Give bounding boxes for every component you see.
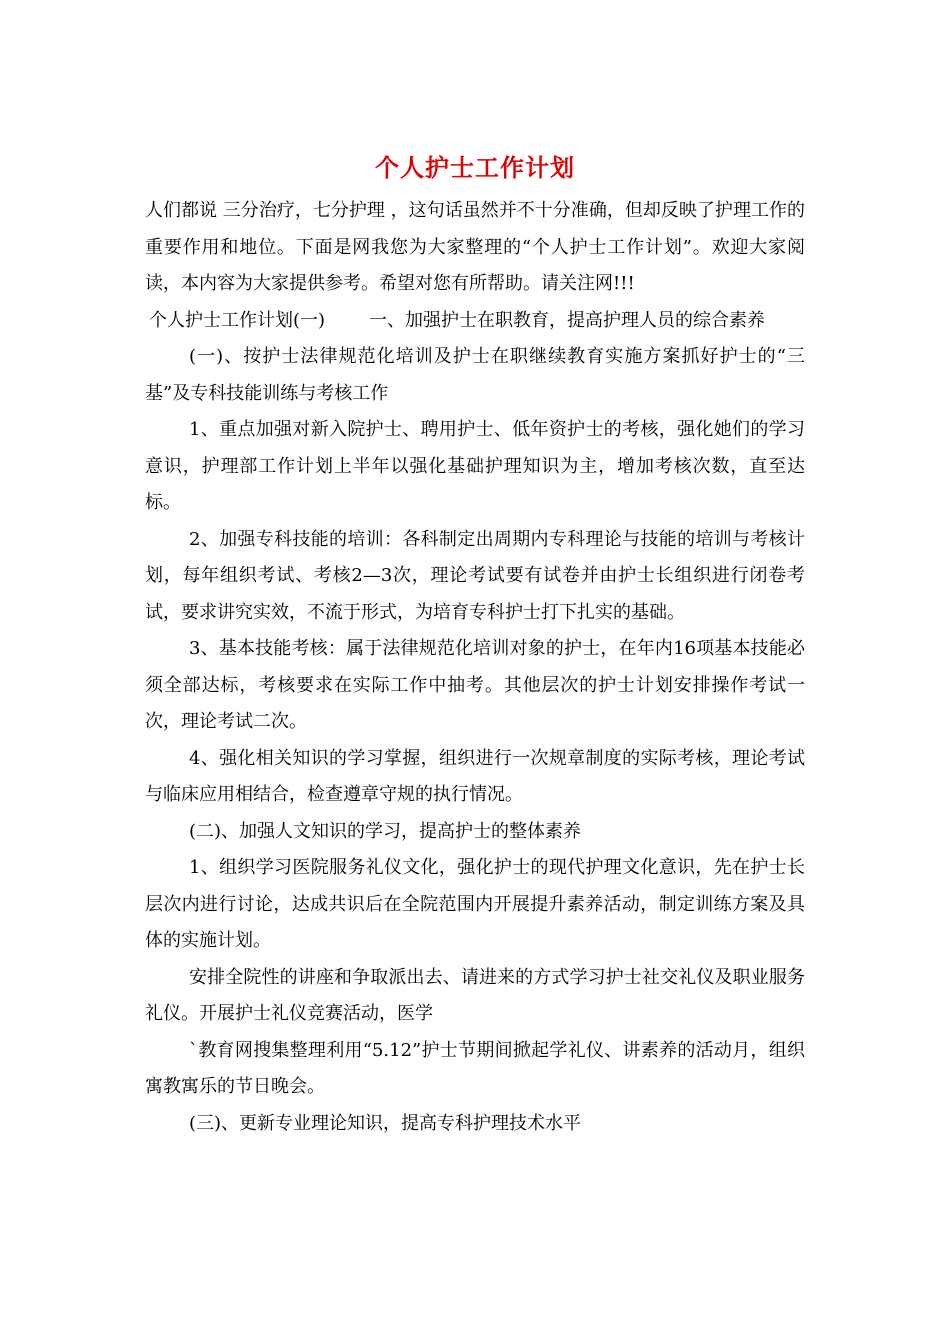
paragraph-6: (二)、加强人文知识的学习，提高护士的整体素养 [189,820,582,842]
paragraph-7: 1、组织学习医院服务礼仪文化，强化护士的现代护理文化意识，先在护士长层次内进行讨论，达成共识后在全院范围内开展提升素养活动，制定训练方案及具体的实施计划。 [145,857,805,951]
paragraph-8: 安排全院性的讲座和争取派出去、请进来的方式学习护士社交礼仪及职业服务礼仪。开展护士礼仪竞赛活动，医学 [145,966,805,1024]
section-label: 个人护士工作计划(一) [149,309,326,331]
section-heading-paragraph [145,303,805,340]
intro-paragraph: 人们都说 三分治疗，七分护理 ，这句话虽然并不十分准确，但却反映了护理工作的重要作用和地位。下面是网我您为大家整理的“个人护士工作计划”。欢迎大家阅读，本内容为大家提供参考。希望对您有所帮助。请关注网!!! [145,200,805,294]
paragraph-3: 2、加强专科技能的培训：各科制定出周期内专科理论与技能的培训与考核计划，每年组织考试、考核2—3次，理论考试要有试卷并由护士长组织进行闭卷考试，要求讲究实效，不流于形式，为培育专科护士打下扎实的基础。 [145,528,805,623]
document-body [145,193,805,1142]
paragraph-4: 3、基本技能考核：属于法律规范化培训对象的护士，在年内16项基本技能必须全部达标，考核要求在实际工作中抽考。其他层次的护士计划安排操作考试一次，理论考试二次。 [145,638,805,732]
paragraph-9: `教育网搜集整理利用“5.12”护士节期间掀起学礼仪、讲素养的活动月，组织寓教寓乐的节日晚会。 [145,1039,805,1097]
section-heading: 一、加强护士在职教育，提高护理人员的综合素养 [369,309,766,331]
paragraph-2: 1、重点加强对新入院护士、聘用护士、低年资护士的考核，强化她们的学习意识，护理部工作计划上半年以强化基础护理知识为主，增加考核次数，直至达标。 [145,419,805,513]
document-title: 个人护士工作计划 [375,153,575,182]
paragraph-1: (一)、按护士法律规范化培训及护士在职继续教育实施方案抓好护士的“三基”及专科技能训练与考核工作 [145,346,805,404]
paragraph-5: 4、强化相关知识的学习掌握，组织进行一次规章制度的实际考核，理论考试与临床应用相结合，检查遵章守规的执行情况。 [145,747,805,805]
paragraph-10: (三)、更新专业理论知识，提高专科护理技术水平 [189,1112,582,1134]
